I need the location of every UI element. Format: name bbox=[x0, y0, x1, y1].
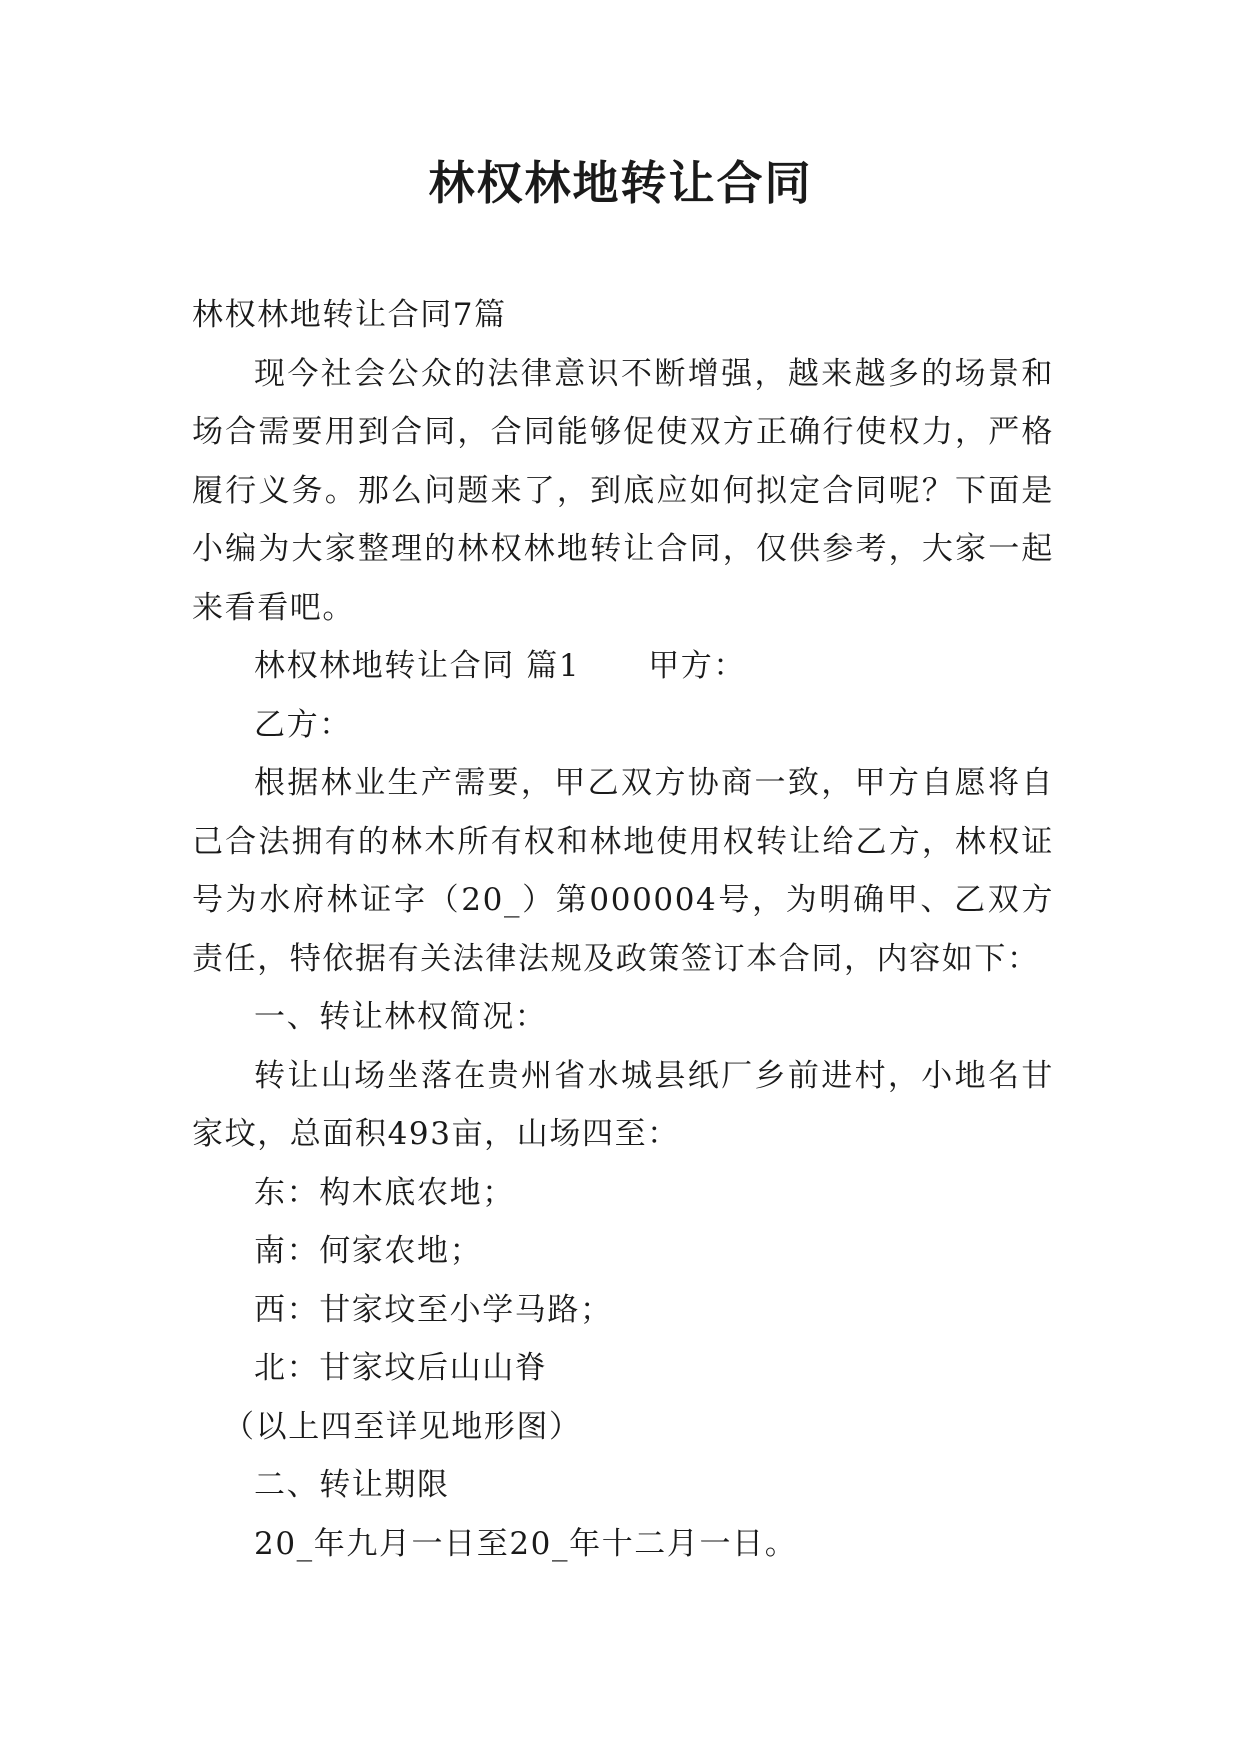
document-body bbox=[192, 286, 1054, 1573]
boundary-north: 北：甘家坟后山山脊 bbox=[254, 1350, 548, 1386]
term-paragraph: 20_年九月一日至20_年十二月一日。 bbox=[254, 1525, 798, 1562]
heading-transfer-term: 二、转让期限 bbox=[254, 1467, 450, 1503]
boundary-east: 东：构木底农地； bbox=[254, 1174, 515, 1211]
intro-paragraph: 现今社会公众的法律意识不断增强，越来越多的场景和场合需要用到合同，合同能够促使双方正确行使权力，严格履行义务。那么问题来了，到底应如何拟定合同呢？下面是小编为大家整理的林权林地转让合同，仅供参考，大家一起来看看吧。 bbox=[192, 355, 1054, 626]
section-heading: 林权林地转让合同 篇1 bbox=[254, 648, 581, 684]
party-a-label: 甲方： bbox=[648, 648, 746, 684]
basis-clause: 根据林业生产需要，甲乙双方协商一致，甲方自愿将自己合法拥有的林木所有权和林地使用权转让给乙方，林权证号为水府林证字（20_）第000004号，为明确甲、乙双方责任，特依据有关法律法规及政策签订本合同，内容如下： bbox=[192, 765, 1054, 977]
boundary-west: 西：甘家坟至小学马路； bbox=[254, 1291, 613, 1328]
boundary-note: （以上四至详见地形图） bbox=[223, 1408, 582, 1445]
section-heading-line bbox=[192, 637, 1054, 696]
document-subtitle: 林权林地转让合同7篇 bbox=[192, 297, 507, 333]
boundary-south: 南：何家农地； bbox=[254, 1233, 483, 1269]
party-b-label: 乙方： bbox=[254, 706, 352, 743]
document-title: 林权林地转让合同 bbox=[428, 156, 813, 210]
heading-transfer-overview: 一、转让林权简况： bbox=[254, 999, 548, 1035]
location-paragraph: 转让山场坐落在贵州省水城县纸厂乡前进村，小地名甘家坟，总面积493亩，山场四至： bbox=[192, 1057, 1054, 1152]
